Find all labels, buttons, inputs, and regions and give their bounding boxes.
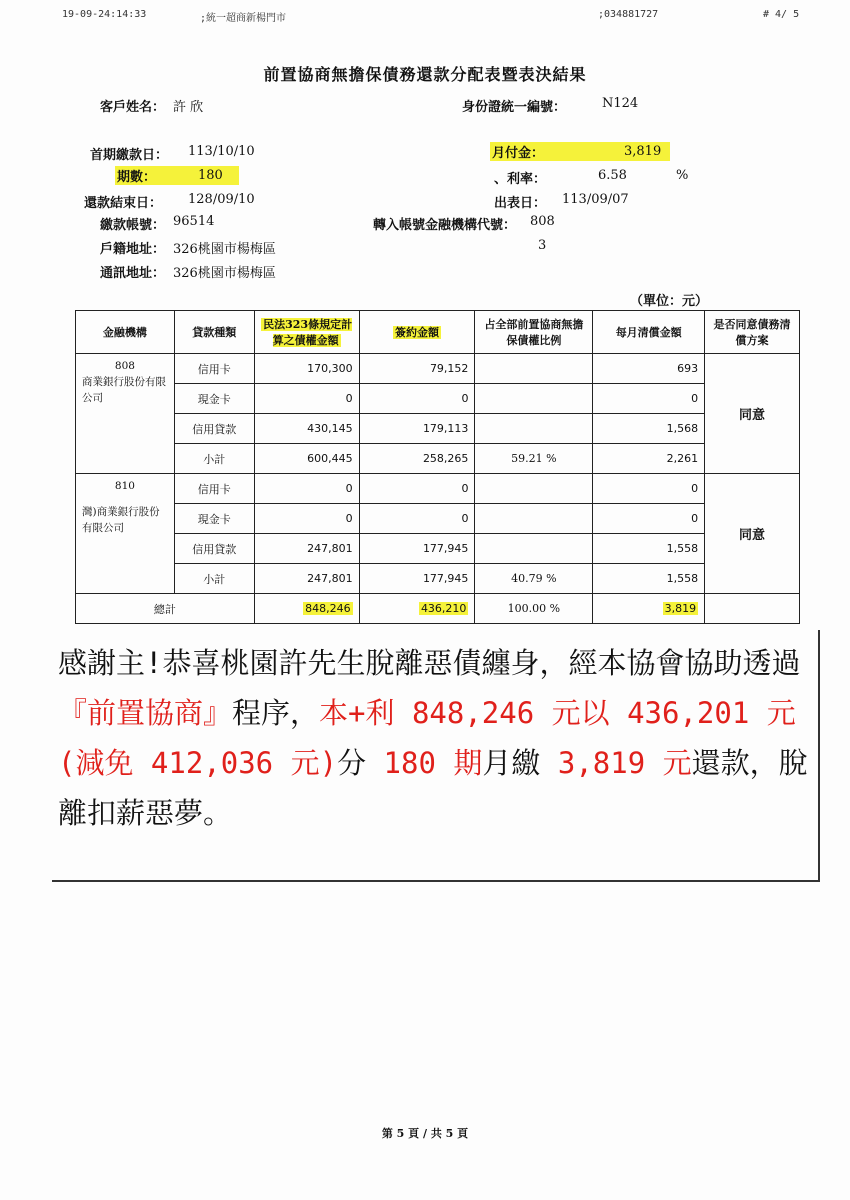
claim-amount: 0 xyxy=(254,384,359,414)
loan-type: 現金卡 xyxy=(174,504,254,534)
monthly-amount: 1,558 xyxy=(593,534,705,564)
note-text-1: 感謝主!恭喜桃園許先生脫離惡債纏身，經本協會協助透過 xyxy=(58,646,801,680)
total-claim: 848,246 xyxy=(254,594,359,624)
signed-amount: 179,113 xyxy=(359,414,475,444)
table-row xyxy=(76,534,800,564)
total-signed: 436,210 xyxy=(359,594,475,624)
claim-amount: 0 xyxy=(254,474,359,504)
congratulation-note xyxy=(52,630,820,882)
bank2-code: 810 xyxy=(114,480,135,492)
id-value: N124 xyxy=(602,96,639,111)
bank1-name: 商業銀行股份有限公司 xyxy=(82,376,166,404)
signed-amount: 79,152 xyxy=(359,354,475,384)
total-row xyxy=(76,594,800,624)
table-row xyxy=(76,354,800,384)
periods-label: 期數： xyxy=(115,166,239,185)
note-text-3: 分 xyxy=(337,746,367,780)
loan-type: 信用貸款 xyxy=(174,414,254,444)
table-row xyxy=(76,444,800,474)
bank2-name: 灣)商業銀行股份有限公司 xyxy=(82,506,160,534)
loan-type: 信用貸款 xyxy=(174,534,254,564)
bank2-cell xyxy=(76,474,175,594)
note-highlight-periods: 180 期 xyxy=(383,746,483,780)
fax-page: # 4/ 5 xyxy=(763,9,800,20)
periods-value: 180 xyxy=(198,168,223,183)
signed-amount: 258,265 xyxy=(359,444,475,474)
bank-code-value: 808 xyxy=(530,214,555,229)
fax-datetime: 19-09-24:14:33 xyxy=(62,9,147,20)
end-date-label: 還款結束日： xyxy=(84,196,163,211)
signed-amount: 177,945 xyxy=(359,564,475,594)
issue-date-label: 出表日： xyxy=(494,196,547,211)
household-address-tail: 3 xyxy=(538,238,547,253)
loan-type: 信用卡 xyxy=(174,474,254,504)
fax-number: ;034881727 xyxy=(598,9,659,20)
claim-amount: 600,445 xyxy=(254,444,359,474)
header-ratio: 占全部前置協商無擔保債權比例 xyxy=(475,311,593,354)
account-value: 96514 xyxy=(173,214,215,229)
ratio: 40.79 % xyxy=(475,564,593,594)
customer-name-label: 客戶姓名： xyxy=(100,100,166,115)
table-row xyxy=(76,474,800,504)
header-loan-type: 貸款種類 xyxy=(174,311,254,354)
table-header-row xyxy=(76,311,800,354)
header-agree: 是否同意債務清償方案 xyxy=(705,311,800,354)
monthly-amount: 1,558 xyxy=(593,564,705,594)
note-text-2: 程序， xyxy=(232,696,320,730)
mailing-address-value: 326桃園市楊梅區 xyxy=(173,266,276,281)
bank1-agree: 同意 xyxy=(705,354,800,474)
household-address-label: 戶籍地址： xyxy=(100,242,166,257)
monthly-amount: 1,568 xyxy=(593,414,705,444)
ratio xyxy=(475,534,593,564)
monthly-amount: 0 xyxy=(593,504,705,534)
note-text-4: 月繳 xyxy=(482,746,541,780)
rate-label: 、利率： xyxy=(494,172,547,187)
signed-amount: 177,945 xyxy=(359,534,475,564)
id-label: 身份證統一編號： xyxy=(462,100,567,115)
document-title: 前置協商無擔保債務還款分配表暨表決結果 xyxy=(263,65,587,84)
monthly-amount: 2,261 xyxy=(593,444,705,474)
fax-sender: ;統一超商新楊門市 xyxy=(200,13,287,24)
monthly-payment-label: 月付金： xyxy=(490,142,670,161)
mailing-address-label: 通訊地址： xyxy=(100,266,166,281)
signed-amount: 0 xyxy=(359,504,475,534)
rate-unit: % xyxy=(676,168,689,183)
table-row xyxy=(76,564,800,594)
signed-amount: 0 xyxy=(359,474,475,504)
page-footer: 第 5 頁 / 共 5 頁 xyxy=(381,1127,469,1140)
header-monthly: 每月清償金額 xyxy=(593,311,705,354)
claim-amount: 247,801 xyxy=(254,534,359,564)
first-payment-value: 113/10/10 xyxy=(188,144,255,159)
header-claim: 民法323條規定計算之債權金額 xyxy=(254,311,359,354)
rate-value: 6.58 xyxy=(598,168,627,183)
first-payment-label: 首期繳款日： xyxy=(90,148,169,163)
header-institution: 金融機構 xyxy=(76,311,175,354)
loan-type: 小計 xyxy=(174,444,254,474)
loan-type: 小計 xyxy=(174,564,254,594)
claim-amount: 430,145 xyxy=(254,414,359,444)
signed-amount: 0 xyxy=(359,384,475,414)
monthly-amount: 693 xyxy=(593,354,705,384)
total-monthly: 3,819 xyxy=(593,594,705,624)
table-row xyxy=(76,504,800,534)
note-highlight-procedure: 『前置協商』 xyxy=(58,696,233,730)
ratio: 59.21 % xyxy=(475,444,593,474)
debt-distribution-table xyxy=(75,310,800,624)
ratio xyxy=(475,384,593,414)
ratio xyxy=(475,414,593,444)
unit-note: （單位：元） xyxy=(630,294,709,309)
ratio xyxy=(475,504,593,534)
customer-name-value: 許 欣 xyxy=(173,100,204,115)
ratio xyxy=(475,474,593,504)
note-text-5: 還款，脫離扣薪惡夢。 xyxy=(58,746,808,830)
bank-code-label: 轉入帳號金融機構代號： xyxy=(373,218,517,233)
claim-amount: 0 xyxy=(254,504,359,534)
account-label: 繳款帳號： xyxy=(100,218,166,233)
total-agree-empty xyxy=(705,594,800,624)
note-highlight-amounts: 本+利 848,246 元以 436,201 元(減免 412,036 元) xyxy=(58,696,796,780)
table-row xyxy=(76,384,800,414)
total-ratio: 100.00 % xyxy=(475,594,593,624)
loan-type: 現金卡 xyxy=(174,384,254,414)
monthly-payment-value: 3,819 xyxy=(624,144,662,159)
monthly-amount: 0 xyxy=(593,384,705,414)
note-highlight-monthly: 3,819 元 xyxy=(557,746,692,780)
total-label: 總計 xyxy=(76,594,255,624)
header-signed: 簽約金額 xyxy=(359,311,475,354)
bank1-cell xyxy=(76,354,175,474)
table-row xyxy=(76,414,800,444)
end-date-value: 128/09/10 xyxy=(188,192,255,207)
monthly-amount: 0 xyxy=(593,474,705,504)
household-address-value: 326桃園市楊梅區 xyxy=(173,242,276,257)
claim-amount: 170,300 xyxy=(254,354,359,384)
bank1-code: 808 xyxy=(114,360,135,372)
issue-date-value: 113/09/07 xyxy=(562,192,629,207)
claim-amount: 247,801 xyxy=(254,564,359,594)
loan-type: 信用卡 xyxy=(174,354,254,384)
bank2-agree: 同意 xyxy=(705,474,800,594)
ratio xyxy=(475,354,593,384)
